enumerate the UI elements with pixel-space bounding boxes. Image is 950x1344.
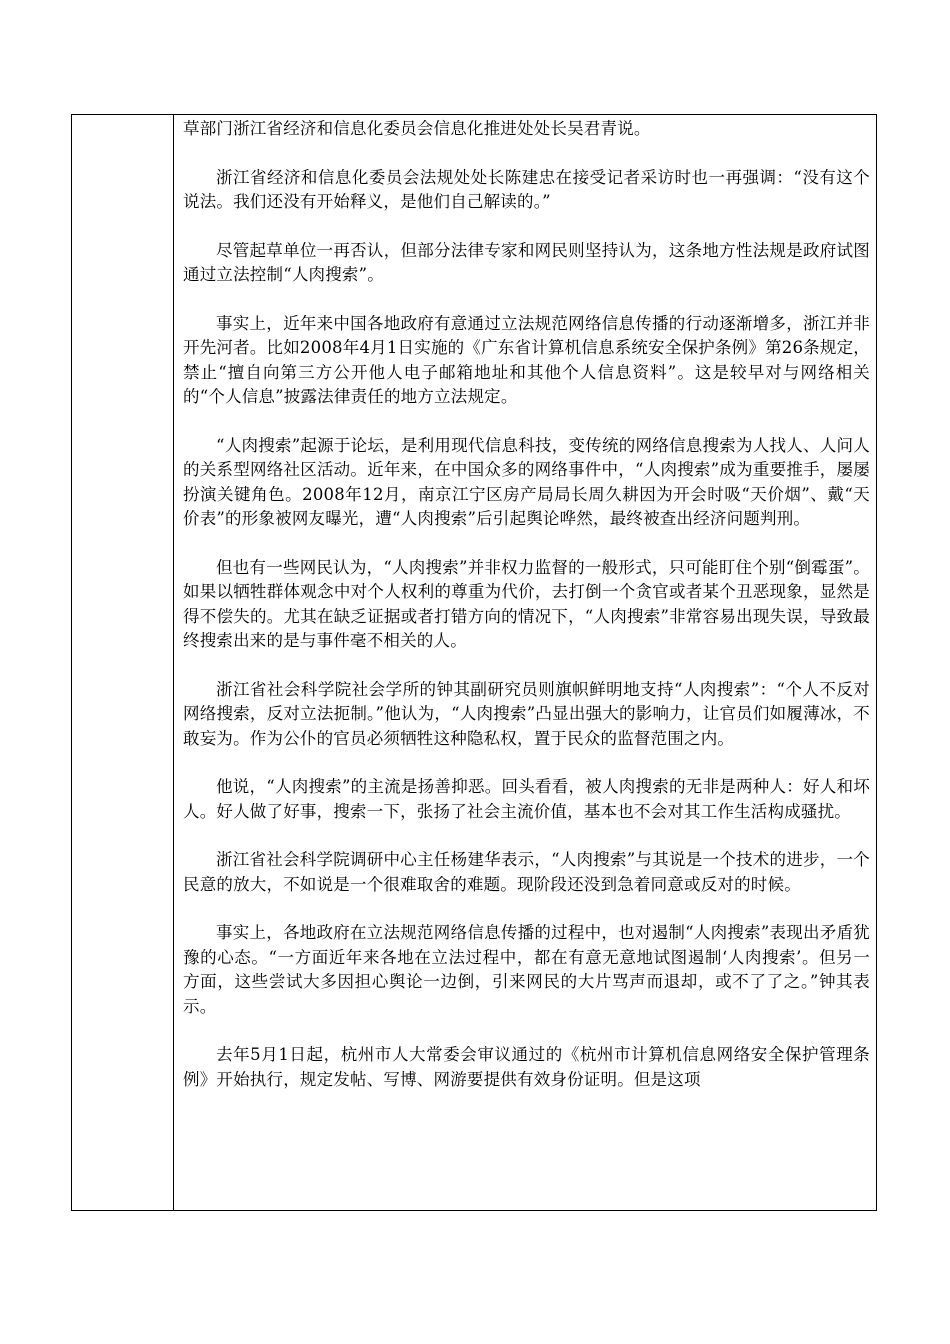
paragraph: 浙江省经济和信息化委员会法规处处长陈建忠在接受记者采访时也一再强调：“没有这个说法。我们还没有开始释义，是他们自己解读的。” <box>183 167 870 211</box>
left-label-cell <box>72 115 174 1211</box>
document-table <box>71 114 877 1211</box>
paragraph: 浙江省社会科学院调研中心主任杨建华表示，“人肉搜索”与其说是一个技术的进步，一个民意的放大，不如说是一个很难取舍的难题。现阶段还没到急着同意或反对的时候。 <box>183 850 870 894</box>
paragraph: 他说，“人肉搜索”的主流是扬善抑恶。回头看看，被人肉搜索的无非是两种人：好人和坏人。好人做了好事，搜索一下，张扬了社会主流价值，基本也不会对其工作生活构成骚扰。 <box>183 777 870 821</box>
content-cell <box>174 115 877 1211</box>
paragraph: 事实上，各地政府在立法规范网络信息传播的过程中，也对遏制“人肉搜索”表现出矛盾犹豫的心态。“一方面近年来各地在立法过程中，都在有意无意地试图遏制‘人肉搜索’。但另一方面，这些尝试大多因担心舆论一边倒，引来网民的大片骂声而退却，或不了了之。”钟其表示。 <box>183 923 870 1016</box>
paragraph: 事实上，近年来中国各地政府有意通过立法规范网络信息传播的行动逐渐增多，浙江并非开先河者。比如2008年4月1日实施的《广东省计算机信息系统安全保护条例》第26条规定，禁止“擅自向第三方公开他人电子邮箱地址和其他个人信息资料”。这是较早对与网络相关的“个人信息”披露法律责任的地方立法规定。 <box>183 313 870 406</box>
paragraph: 草部门浙江省经济和信息化委员会信息化推进处处长吴君青说。 <box>183 119 651 138</box>
paragraph: 浙江省社会科学院社会学所的钟其副研究员则旗帜鲜明地支持“人肉搜索”：“个人不反对网络搜索，反对立法扼制。”他认为，“人肉搜索”凸显出强大的影响力，让官员们如履薄冰，不敢妄为。作为公仆的官员必须牺牲这种隐私权，置于民众的监督范围之内。 <box>183 679 870 748</box>
paragraph: “人肉搜索”起源于论坛，是利用现代信息科技，变传统的网络信息搜索为人找人、人问人的关系型网络社区活动。近年来，在中国众多的网络事件中，“人肉搜索”成为重要推手，屡屡扮演关键角色。2008年12月，南京江宁区房产局局长周久耕因为开会时吸“天价烟”、戴“天价表”的形象被网友曝光，遭“人肉搜索”后引起舆论哗然，最终被查出经济问题判刑。 <box>183 435 870 528</box>
paragraph: 尽管起草单位一再否认，但部分法律专家和网民则坚持认为，这条地方性法规是政府试图通过立法控制“人肉搜索”。 <box>183 240 870 284</box>
paragraph: 但也有一些网民认为，“人肉搜索”并非权力监督的一般形式，只可能盯住个别“倒霉蛋”。如果以牺牲群体观念中对个人权利的尊重为代价，去打倒一个贪官或者某个丑恶现象，显然是得不偿失的。尤其在缺乏证据或者打错方向的情况下，“人肉搜索”非常容易出现失误，导致最终搜索出来的是与事件毫不相关的人。 <box>183 557 870 650</box>
paragraph: 去年5月1日起，杭州市人大常委会审议通过的《杭州市计算机信息网络安全保护管理条例》开始执行，规定发帖、写博、网游要提供有效身份证明。但是这项 <box>183 1045 870 1089</box>
